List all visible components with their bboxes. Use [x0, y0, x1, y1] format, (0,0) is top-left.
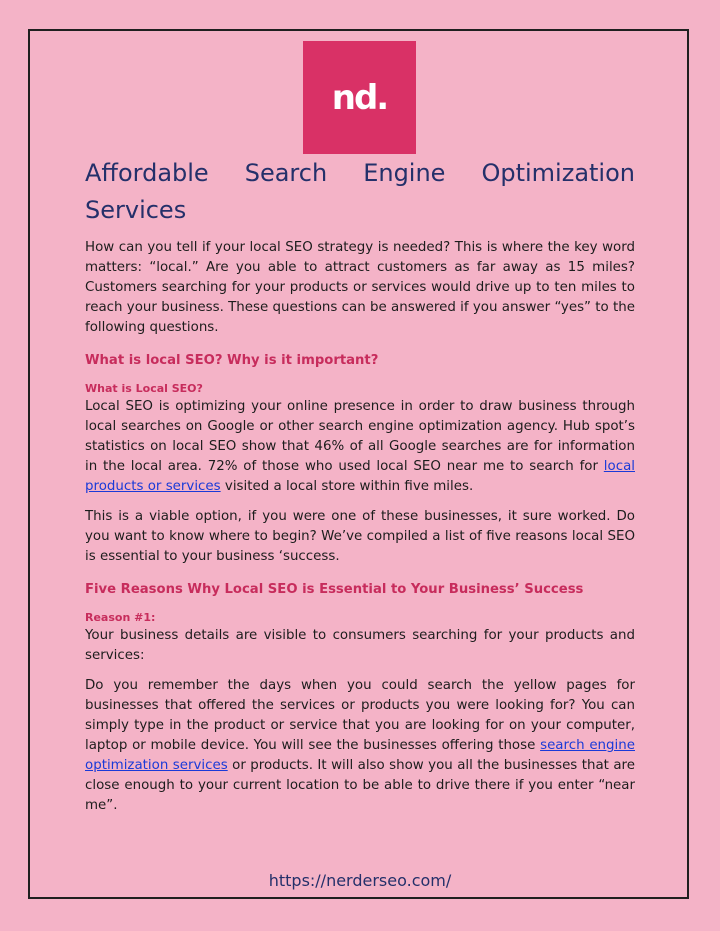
footer-url: https://nerderseo.com/	[268, 871, 452, 890]
seo-services-link[interactable]: search engine optimization services	[85, 738, 635, 773]
local-seo-paragraph	[85, 397, 635, 497]
text-span: visited a local store within five miles.	[220, 479, 474, 494]
title-word: Search	[244, 159, 328, 187]
viable-option-paragraph: This is a viable option, if you were one of these businesses, it sure worked. Do you want to know where to begin? We’ve compiled a list of five reasons local SEO is essential to your business ‘success.	[85, 509, 635, 564]
text-span: Local SEO is optimizing your online presence in order to draw business through local searches on Google or other search engine optimization agency. Hub spot’s statistics on local SEO show that 46% of all Google searches are for information in the local area. 72% of those who used local SEO near me to search for	[85, 399, 635, 474]
brand-logo	[303, 41, 416, 154]
yellow-pages-paragraph	[85, 676, 635, 816]
intro-paragraph: How can you tell if your local SEO strategy is needed? This is where the key word matters: “local.” Are you able to attract customers as far away as 15 miles? Customers searching for your products or services would drive up to ten miles to reach your business. These questions can be answered if you answer “yes” to the following questions.	[85, 240, 635, 335]
page-title	[85, 155, 635, 229]
text-span: or products. It will also show you all the businesses that are close enough to your current location to be able to drive there if you enter “near me”.	[85, 758, 636, 813]
logo-text: nd.	[331, 77, 388, 118]
title-word: Engine	[363, 159, 446, 187]
section-heading-local-seo: What is local SEO? Why is it important?	[85, 353, 379, 368]
subheading-what-is-local-seo: What is Local SEO?	[85, 382, 203, 395]
title-line-2: Services	[85, 196, 187, 224]
article-content	[85, 155, 635, 816]
title-word: Optimization	[481, 159, 635, 187]
subheading-reason-1: Reason #1:	[85, 611, 156, 624]
section-heading-five-reasons: Five Reasons Why Local SEO is Essential to Your Business’ Success	[85, 582, 584, 597]
text-span: Do you remember the days when you could search the yellow pages for businesses that offered the services or products you were looking for? You can simply type in the product or service that you are looking for on your computer, laptop or mobile device. You will see the businesses offering those	[85, 678, 635, 753]
reason-1-paragraph: Your business details are visible to consumers searching for your products and services:	[85, 628, 635, 663]
title-word: Affordable	[85, 159, 209, 187]
local-products-link[interactable]: local products or services	[85, 459, 635, 494]
title-line-1	[85, 155, 635, 192]
